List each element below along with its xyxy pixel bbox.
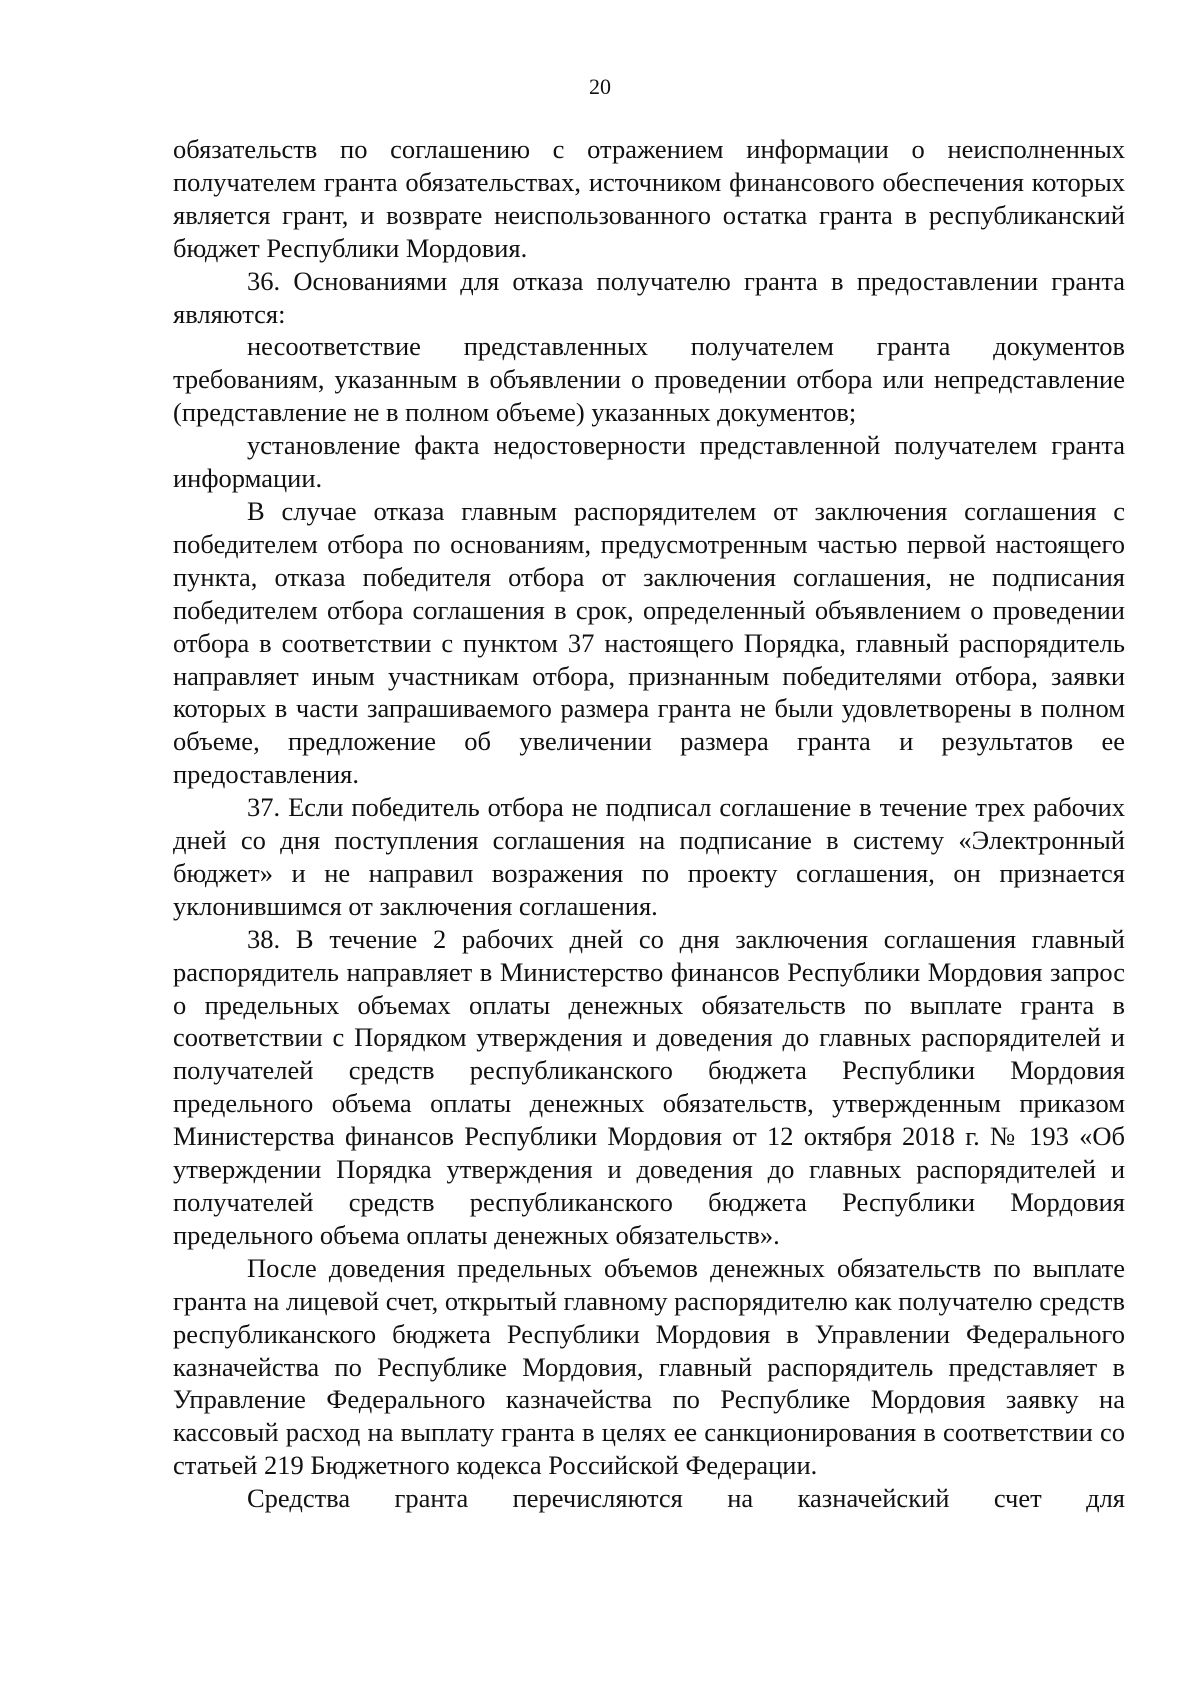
paragraph-clause-38: 38. В течение 2 рабочих дней со дня заключения соглашения главный распорядитель направляет в Министерство финансов Республики Мордовия запрос о предельных объемах оплаты денежных обязательств по выплате гранта в соответствии с Порядком утверждения и доведения до главных распорядителей и получателей средств республиканского бюджета Республики Мордовия предельного объема оплаты денежных обязательств, утвержденным приказом Министерства финансов Республики Мордовия от 12 октября 2018 г. № 193 «Об утверждении Порядка утверждения и доведения до главных распорядителей и получателей средств республиканского бюджета Республики Мордовия предельного объема оплаты денежных обязательств». — [173, 923, 1125, 1250]
paragraph-clause-36: 36. Основаниями для отказа получателю гранта в предоставлении гранта являются: — [173, 265, 1125, 329]
paragraph-refusal-ground-2: установление факта недостоверности представленной получателем гранта информации. — [173, 430, 1125, 494]
paragraph-refusal-ground-1: несоответствие представленных получателем гранта документов требованиям, указанным в объявлении о проведении отбора или непредставление (представление не в полном объеме) указанных документов; — [173, 331, 1125, 428]
document-body — [173, 133, 1125, 1515]
paragraph-grant-funds: Средства гранта перечисляются на казначейский счет для — [247, 1483, 1125, 1514]
paragraph-continuation: обязательств по соглашению с отражением информации о неисполненных получателем гранта обязательствах, источником финансового обеспечения которых является грант, и возврате неиспользованного остатка гранта в республиканский бюджет Республики Мордовия. — [173, 134, 1125, 263]
paragraph-clause-37: 37. Если победитель отбора не подписал соглашение в течение трех рабочих дней со дня поступления соглашения на подписание в систему «Электронный бюджет» и не направил возражения по проекту соглашения, он признается уклонившимся от заключения соглашения. — [173, 792, 1125, 921]
paragraph-after-limits: После доведения предельных объемов денежных обязательств по выплате гранта на лицевой счет, открытый главному распорядителю как получателю средств республиканского бюджета Республики Мордовия в Управлении Федерального казначейства по Республике Мордовия, главный распорядитель представляет в Управление Федерального казначейства по Республике Мордовия заявку на кассовый расход на выплату гранта в целях ее санкционирования в соответствии со статьей 219 Бюджетного кодекса Российской Федерации. — [173, 1252, 1125, 1481]
page-number: 20 — [589, 74, 611, 99]
paragraph-refusal-case: В случае отказа главным распорядителем от заключения соглашения с победителем отбора по основаниям, предусмотренным частью первой настоящего пункта, отказа победителя отбора от заключения соглашения, не подписания победителем отбора соглашения в срок, определенный объявлением о проведении отбора в соответствии с пунктом 37 настоящего Порядка, главный распорядитель направляет иным участникам отбора, признанным победителями отбора, заявки которых в части запрашиваемого размера гранта не были удовлетворены в полном объеме, предложение об увеличении размера гранта и результатов ее предоставления. — [173, 495, 1125, 790]
